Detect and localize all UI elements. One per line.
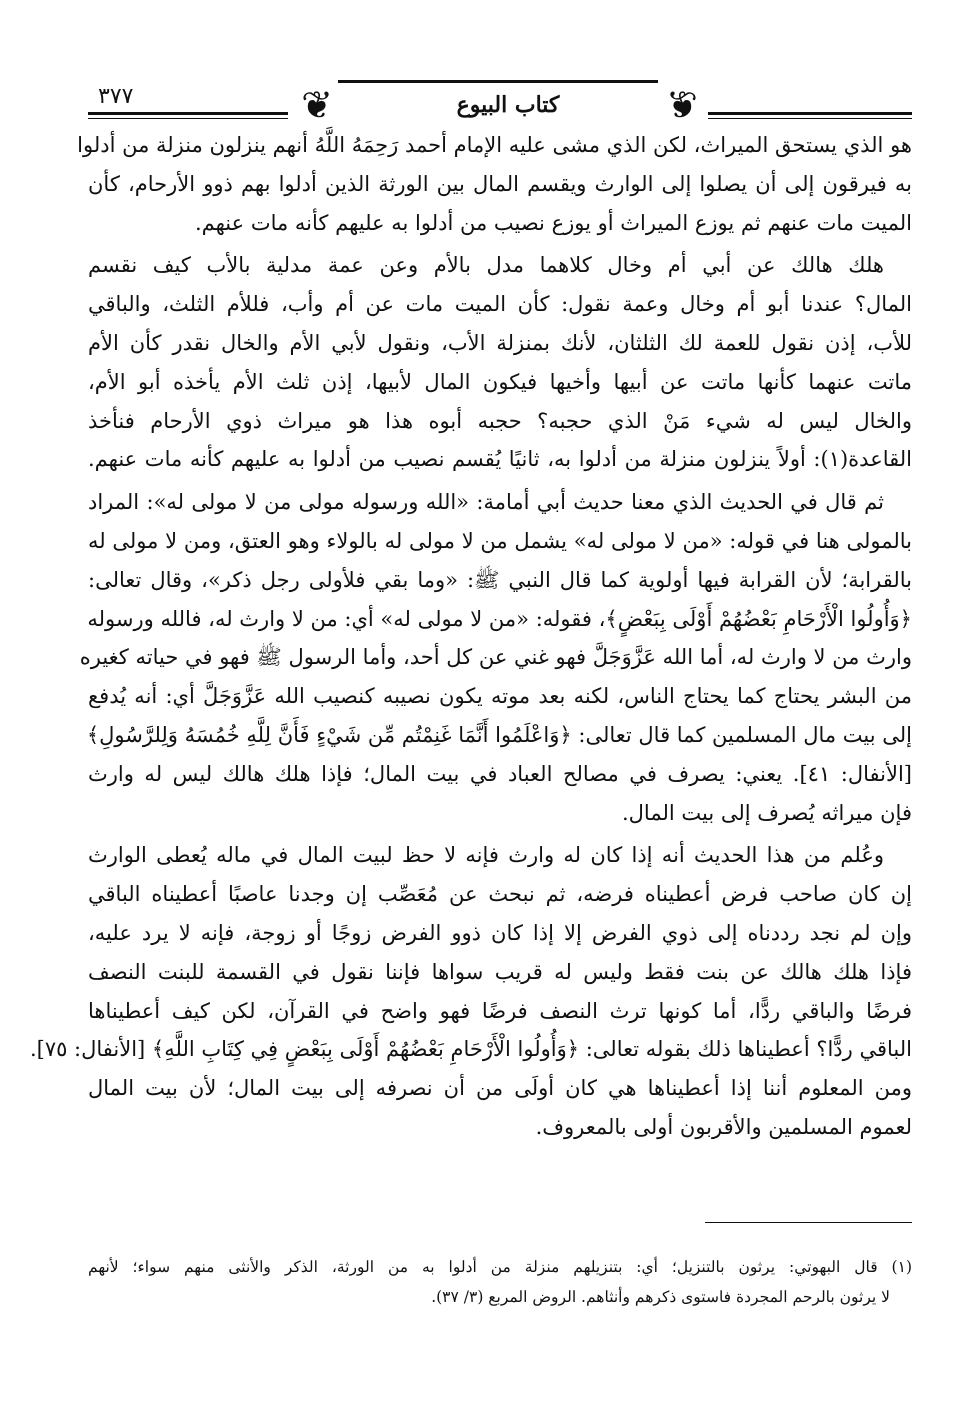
- text-line: ماتت عنهما كأنها ماتت عن أبيها وأخيها فيكون المال لأبيها، إذن ثلث الأم يأخذه أبو الأم،: [88, 369, 912, 394]
- text-line: وعُلم من هذا الحديث أنه إذا كان له وارث فإنه لا حظ لبيت المال في ماله يُعطى الوارث: [88, 843, 884, 868]
- text-line: فإن ميراثه يُصرف إلى بيت المال.: [621, 800, 912, 825]
- footnote-line: لا يرثون بالرحم المجردة فاستوى ذكرهم وأنثاهم. الروض المربع (٣/ ٣٧).: [431, 1288, 890, 1306]
- header-rule-left-thin: [88, 118, 288, 119]
- header-rule-left: [88, 112, 288, 115]
- text-line: هلك هالك عن أبي أم وخال كلاهما مدل بالأم وعن عمة مدلية بالأب كيف نقسم: [88, 253, 884, 278]
- text-line: بالمولى هنا في قوله: «من لا مولى له» يشمل من لا مولى له بالولاء وهو العتق، ومن لا مولى له: [88, 528, 912, 553]
- text-line: المال؟ عندنا أبو أم وخال وعمة نقول: كأن الميت مات عن أم وأب، فللأم الثلث، والباقي: [88, 292, 912, 317]
- ornament-icon: ❦: [301, 83, 333, 127]
- text-line: إلى بيت مال المسلمين كما قال تعالى: ﴿وَاعْلَمُوا أَنَّمَا غَنِمْتُم مِّن شَيْءٍ فَأَنَّ لِلَّهِ خُمُسَهُ وَلِلرَّسُولِ﴾: [86, 722, 912, 747]
- page-header: [88, 80, 912, 130]
- text-line: وارث من لا وارث له، أما الله عَزَّوَجَلَّ فهو غني عن كل أحد، وأما الرسول ﷺ فهو في حياته كغيره: [79, 645, 912, 670]
- text-line: للأب، إذن نقول للعمة لك الثلثان، لأنك بمنزلة الأب، ونقول لأبي الأم والخال نقدر كأن الأم: [88, 330, 912, 355]
- text-line: به فيرقون إلى أن يصلوا إلى الوارث ويقسم المال بين الورثة الذين أدلوا بهم ذوو الأرحام، كأن: [88, 171, 912, 196]
- text-line: إن كان صاحب فرض أعطيناه فرضه، ثم نبحث عن مُعَصِّب إن وجدنا عاصبًا أعطيناه الباقي: [88, 882, 912, 907]
- text-line: الباقي ردًّا؟ أعطيناها ذلك بقوله تعالى: ﴿وَأُولُوا الْأَرْحَامِ بَعْضُهُمْ أَوْلَى بِبَعْضٍ فِي كِتَابِ اللَّهِ﴾ [الأنفال: ٧٥].: [29, 1037, 912, 1062]
- text-line: وإن لم نجد رددناه إلى ذوي الفرض إلا إذا كان ذوو الفرض زوجًا أو زوجة، فإنه لا يرد عليه،: [88, 920, 912, 945]
- text-line: ﴿وَأُولُوا الْأَرْحَامِ بَعْضُهُمْ أَوْلَى بِبَعْضٍ﴾، فقوله: «من لا مولى له» أي: من لا وارث له، فالله ورسوله: [87, 606, 912, 631]
- text-line: بالقرابة؛ لأن القرابة فيها أولوية كما قال النبي ﷺ: «وما بقي فلأولى رجل ذكر»، وقال تعالى:: [88, 567, 912, 592]
- text-line: لعموم المسلمين والأقربون أولى بالمعروف.: [535, 1114, 912, 1139]
- text-line: من البشر يحتاج كما يحتاج الناس، لكنه بعد موته يكون نصيبه كنصيب الله عَزَّوَجَلَّ أي: أنه يُدفع: [88, 684, 912, 709]
- text-line: هو الذي يستحق الميراث، لكن الذي مشى عليه الإمام أحمد رَحِمَهُ اللَّهُ أنهم ينزلون منزلة من أدلوا: [77, 133, 912, 157]
- header-rule-right: [708, 112, 912, 115]
- text-line: والخال ليس له شيء مَنْ الذي حجبه؟ حجبه أبوه هذا هو ميراث ذوي الأرحام فنأخذ: [88, 408, 912, 433]
- text-line: القاعدة(١): أولاً ينزلون منزلة من أدلوا به، ثانيًا يُقسم نصيب من أدلوا به عليهم كأنه مات عنهم.: [88, 447, 912, 472]
- text-line: فرضًا والباقي ردًّا، أما كونها ترث النصف فرضًا فهو واضح في القرآن، لكن كيف أعطيناها: [88, 998, 912, 1023]
- text-line: فإذا هلك هالك عن بنت فقط وليس له قريب سواها فإننا نقول في القسمة للبنت النصف: [88, 959, 912, 984]
- chapter-title: كتاب البيوع: [456, 92, 560, 118]
- text-line: ومن المعلوم أننا إذا أعطيناها هي كان أولَى من أن نصرفه إلى بيت المال؛ لأن بيت المال: [88, 1076, 912, 1101]
- footnote-separator: [705, 1222, 912, 1223]
- text-line: الميت مات عنهم ثم يوزع الميراث أو يوزع نصيب من أدلوا به عليهم كأنه مات عنهم.: [194, 210, 912, 235]
- footnotes: [88, 1252, 912, 1312]
- header-rule-top: [338, 80, 658, 83]
- page-number: ٣٧٧: [98, 84, 134, 109]
- ornament-icon: ❦: [666, 83, 698, 127]
- footnote-line: (١) قال البهوتي: يرثون بالتنزيل؛ أي: بتنزيلهم منزلة من أدلوا به من الورثة، الذكر والأنثى منهم سواء؛ لأنهم: [88, 1258, 912, 1276]
- text-line: ثم قال في الحديث الذي معنا حديث أبي أمامة: «الله ورسوله مولى من لا مولى له»: المراد: [88, 490, 884, 515]
- main-text: [29, 126, 912, 1147]
- text-line: [الأنفال: ٤١]. يعني: يصرف في مصالح العباد في بيت المال؛ فإذا هلك هالك ليس له وارث: [88, 761, 912, 786]
- header-rule-right-thin: [708, 118, 912, 119]
